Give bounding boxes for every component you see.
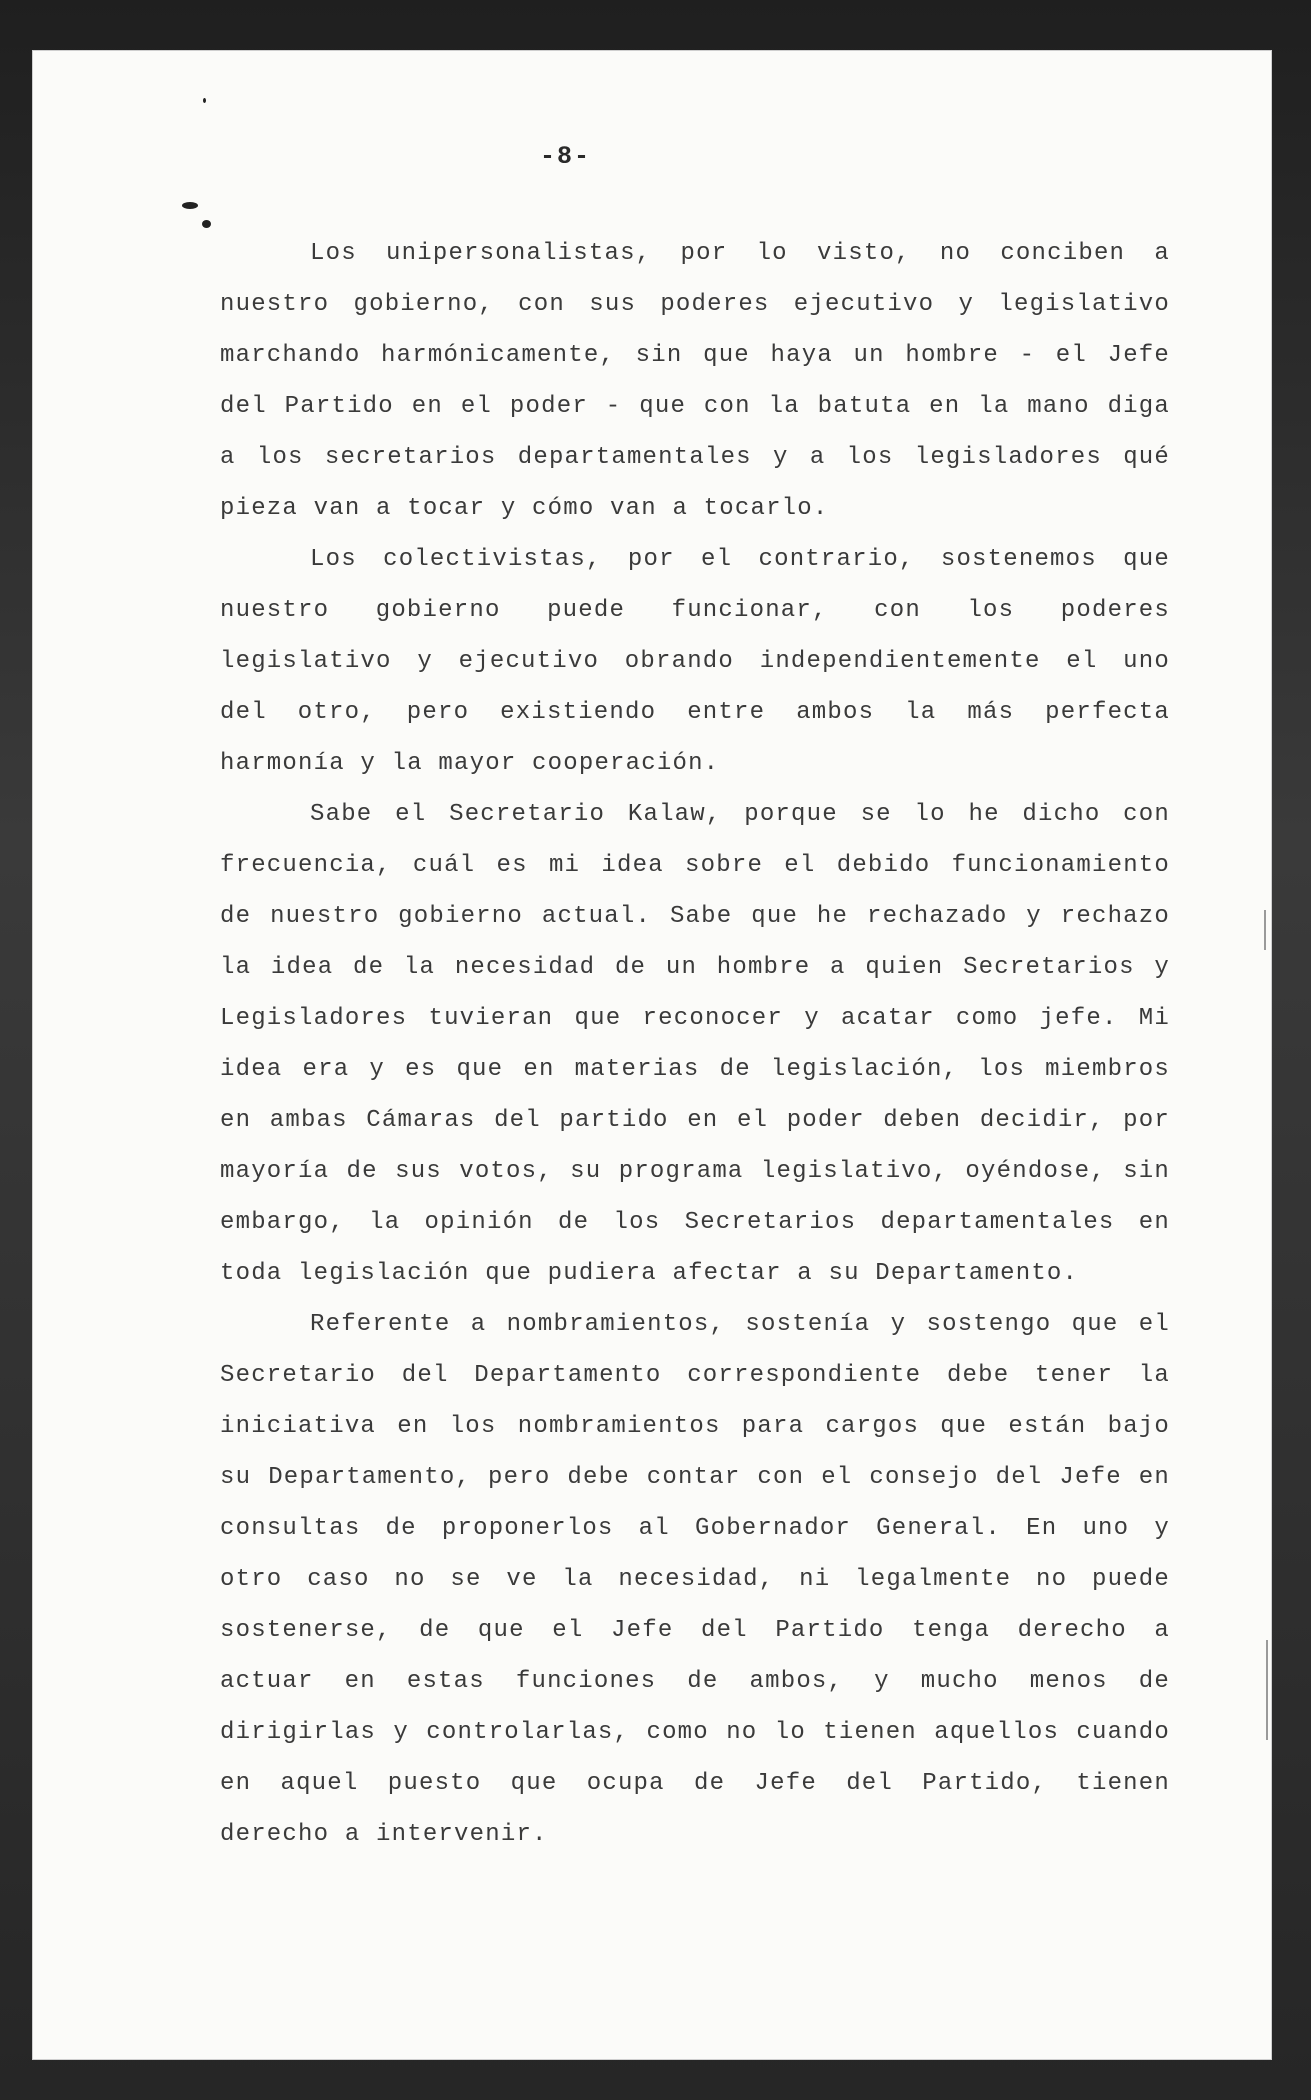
scan-speck — [202, 220, 211, 228]
scan-speck — [182, 202, 198, 209]
paragraph: Los unipersonalistas, por lo visto, no conciben a nuestro gobierno, con sus poderes ejecutivo y legislativo marchando harmónicamente, sin que haya un hombre - el Jefe del Partido en el poder - que con la batuta en la mano diga a los secretarios departamentales y a los legisladores qué pieza van a tocar y cómo van a tocarlo. — [220, 240, 1170, 522]
paragraph: Referente a nombramientos, sostenía y sostengo que el Secretario del Departamento correspondiente debe tener la iniciativa en los nombramientos para cargos que están bajo su Departamento, pero debe contar con el consejo del Jefe en consultas de proponerlos al Gobernador General. En uno y otro caso no se ve la necesidad, ni legalmente no puede sostenerse, de que el Jefe del Partido tenga derecho a actuar en estas funciones de ambos, y mucho menos de dirigirlas y controlarlas, como no lo tienen aquellos cuando en aquel puesto que ocupa de Jefe del Partido, tienen derecho a intervenir. — [220, 1311, 1170, 1848]
paragraph: Sabe el Secretario Kalaw, porque se lo he dicho con frecuencia, cuál es mi idea sobre el debido funcionamiento de nuestro gobierno actual. Sabe que he rechazado y rechazo la idea de la necesidad de un hombre a quien Secretarios y Legisladores tuvieran que reconocer y acatar como jefe. Mi idea era y es que en materias de legislación, los miembros en ambas Cámaras del partido en el poder deben decidir, por mayoría de sus votos, su programa legislativo, oyéndose, sin embargo, la opinión de los Secretarios departamentales en toda legislación que pudiera afectar a su Departamento. — [220, 801, 1170, 1287]
document-body — [220, 228, 1170, 1860]
scan-speck — [203, 98, 206, 103]
margin-mark — [1264, 910, 1266, 950]
paragraph: Los colectivistas, por el contrario, sostenemos que nuestro gobierno puede funcionar, con los poderes legislativo y ejecutivo obrando independientemente el uno del otro, pero existiendo entre ambos la más perfecta harmonía y la mayor cooperación. — [220, 546, 1170, 777]
margin-mark — [1266, 1640, 1268, 1740]
page-number: -8- — [540, 142, 592, 171]
